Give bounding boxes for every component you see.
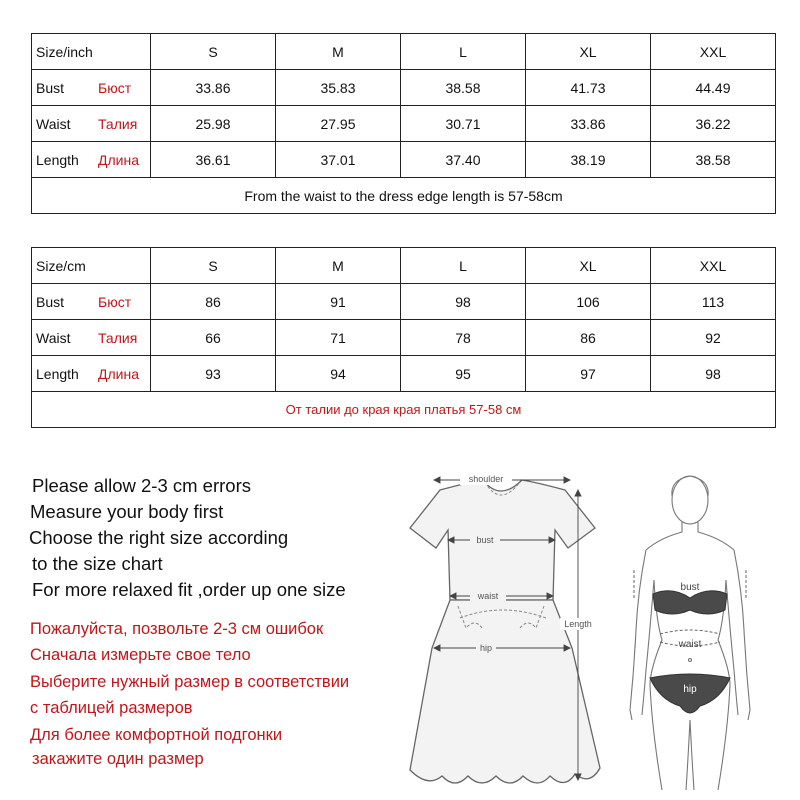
dress-label-length: Length bbox=[564, 619, 592, 629]
table-cell: 86 bbox=[151, 284, 276, 320]
table-header-cell: Size/cm bbox=[32, 248, 151, 284]
row-label-en: Length bbox=[36, 365, 79, 382]
table-header-cell: L bbox=[401, 34, 526, 70]
row-label bbox=[32, 70, 151, 106]
table-row bbox=[32, 106, 776, 142]
table-cell: 98 bbox=[651, 356, 776, 392]
row-label-ru: Талия bbox=[98, 115, 138, 132]
row-label-en: Bust bbox=[36, 79, 65, 96]
table-header-cell: XXL bbox=[651, 34, 776, 70]
table-cell: 38.58 bbox=[401, 70, 526, 106]
table-cell: 44.49 bbox=[651, 70, 776, 106]
instruction-ru: Для более комфортной подгонки bbox=[30, 726, 283, 744]
instruction-en: For more relaxed fit ,order up one size bbox=[32, 579, 346, 600]
table-header-cell: XL bbox=[526, 248, 651, 284]
row-label-ru: Бюст bbox=[98, 79, 132, 96]
body-label-bust: bust bbox=[680, 582, 700, 593]
table-header-cell: S bbox=[151, 34, 276, 70]
row-label-ru: Длина bbox=[98, 365, 139, 382]
table-cell: 37.40 bbox=[401, 142, 526, 178]
table-header-row bbox=[32, 248, 776, 284]
table-note-row bbox=[32, 392, 776, 428]
row-label bbox=[32, 106, 151, 142]
table-cell: 113 bbox=[651, 284, 776, 320]
size-table-inch bbox=[31, 33, 776, 214]
table-cell: 38.58 bbox=[651, 142, 776, 178]
table-header-cell: Size/inch bbox=[32, 34, 151, 70]
table-header-cell: XXL bbox=[651, 248, 776, 284]
table-cell: 98 bbox=[401, 284, 526, 320]
dress-label-bust: bust bbox=[476, 535, 494, 545]
table-header-row bbox=[32, 34, 776, 70]
table-cell: 35.83 bbox=[276, 70, 401, 106]
instruction-en: to the size chart bbox=[32, 553, 163, 574]
table-cell: 106 bbox=[526, 284, 651, 320]
table-header-cell: XL bbox=[526, 34, 651, 70]
table-cell: 86 bbox=[526, 320, 651, 356]
row-label-en: Waist bbox=[36, 115, 71, 132]
table-row bbox=[32, 320, 776, 356]
row-label bbox=[32, 284, 151, 320]
table-row bbox=[32, 142, 776, 178]
table-cell: 33.86 bbox=[526, 106, 651, 142]
row-label bbox=[32, 142, 151, 178]
dress-label-waist: waist bbox=[477, 591, 499, 601]
table-cell: 25.98 bbox=[151, 106, 276, 142]
table-row bbox=[32, 284, 776, 320]
dress-label-hip: hip bbox=[479, 643, 493, 653]
row-label-en: Waist bbox=[36, 329, 71, 346]
dress-label-shoulder: shoulder bbox=[468, 474, 504, 484]
instruction-ru: с таблицей размеров bbox=[30, 699, 193, 717]
table-cell: 66 bbox=[151, 320, 276, 356]
table-header-cell: S bbox=[151, 248, 276, 284]
body-label-waist: waist bbox=[678, 639, 702, 650]
table-note: From the waist to the dress edge length is 57-58cm bbox=[32, 178, 776, 214]
table-cell: 92 bbox=[651, 320, 776, 356]
table-row bbox=[32, 70, 776, 106]
row-label-ru: Длина bbox=[98, 151, 139, 168]
table-cell: 94 bbox=[276, 356, 401, 392]
row-label-en: Length bbox=[36, 151, 79, 168]
body-diagram bbox=[620, 470, 760, 795]
table-note: От талии до края края платья 57-58 см bbox=[32, 392, 776, 428]
instruction-en: Please allow 2-3 cm errors bbox=[32, 475, 251, 496]
table-cell: 37.01 bbox=[276, 142, 401, 178]
body-label-hip: hip bbox=[683, 684, 697, 695]
instruction-ru: Пожалуйста, позвольте 2-3 см ошибок bbox=[30, 620, 324, 638]
table-cell: 38.19 bbox=[526, 142, 651, 178]
row-label bbox=[32, 320, 151, 356]
table-cell: 36.61 bbox=[151, 142, 276, 178]
table-cell: 97 bbox=[526, 356, 651, 392]
instruction-ru: закажите один размер bbox=[32, 750, 204, 768]
table-row bbox=[32, 356, 776, 392]
table-cell: 71 bbox=[276, 320, 401, 356]
instruction-ru: Выберите нужный размер в соответствии bbox=[30, 673, 350, 691]
row-label-ru: Талия bbox=[98, 329, 138, 346]
table-cell: 33.86 bbox=[151, 70, 276, 106]
table-cell: 27.95 bbox=[276, 106, 401, 142]
row-label-ru: Бюст bbox=[98, 293, 132, 310]
instruction-en: Choose the right size according bbox=[29, 527, 289, 548]
row-label-en: Bust bbox=[36, 293, 65, 310]
table-cell: 41.73 bbox=[526, 70, 651, 106]
table-cell: 91 bbox=[276, 284, 401, 320]
instruction-en: Measure your body first bbox=[30, 501, 224, 522]
table-cell: 95 bbox=[401, 356, 526, 392]
table-cell: 93 bbox=[151, 356, 276, 392]
table-header-cell: M bbox=[276, 34, 401, 70]
instruction-ru: Сначала измерьте свое тело bbox=[30, 646, 251, 664]
table-note-row bbox=[32, 178, 776, 214]
dress-diagram bbox=[400, 468, 605, 793]
table-cell: 36.22 bbox=[651, 106, 776, 142]
table-header-cell: M bbox=[276, 248, 401, 284]
table-cell: 30.71 bbox=[401, 106, 526, 142]
table-header-cell: L bbox=[401, 248, 526, 284]
row-label bbox=[32, 356, 151, 392]
size-table-cm bbox=[31, 247, 776, 428]
table-cell: 78 bbox=[401, 320, 526, 356]
